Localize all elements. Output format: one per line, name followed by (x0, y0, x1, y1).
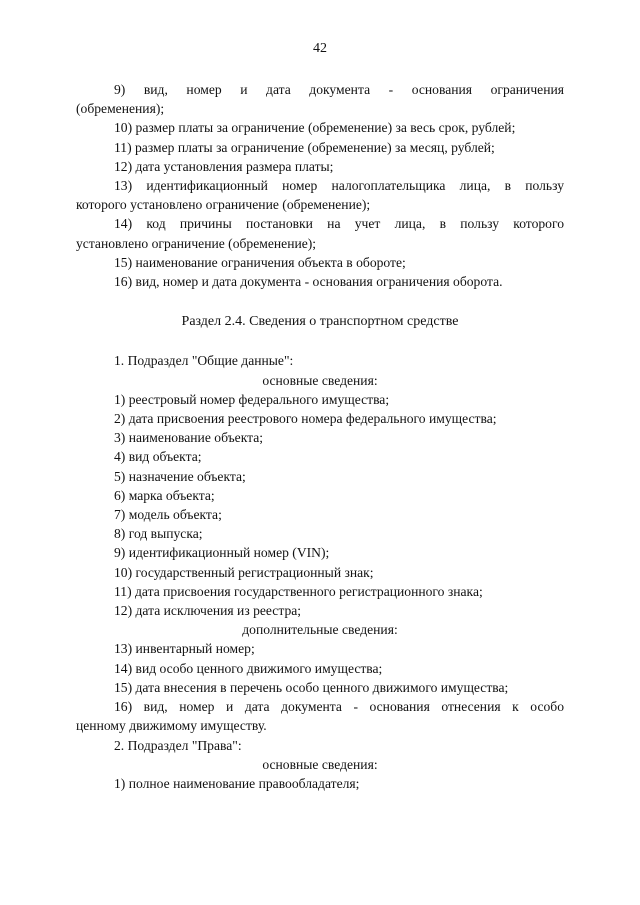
list-item: 9) вид, номер и дата документа - основания ограничения (обременения); (76, 82, 564, 117)
list-item: 8) год выпуска; (114, 526, 203, 542)
list-item: 14) код причины постановки на учет лица, в пользу которого установлено ограничение (обременение); (76, 216, 564, 251)
list-item: 11) размер платы за ограничение (обременение) за месяц, рублей; (114, 139, 495, 155)
main-info-label: основные сведения: (262, 372, 378, 388)
list-item: 1) реестровый номер федерального имущества; (114, 391, 390, 407)
list-item: 16) вид, номер и дата документа - основания ограничения оборота. (114, 274, 503, 290)
list-item: 16) вид, номер и дата документа - основания отнесения к особо ценному движимому имуществу. (76, 699, 564, 734)
restriction-list (76, 80, 564, 291)
subsection-heading: 2. Подраздел "Права": (114, 737, 242, 753)
list-item: 3) наименование объекта; (114, 430, 264, 446)
extra-info-label: дополнительные сведения: (242, 622, 398, 638)
list-item: 10) государственный регистрационный знак; (114, 564, 374, 580)
subsection-general-data (76, 351, 564, 735)
list-item: 4) вид объекта; (114, 449, 202, 465)
list-item: 1) полное наименование правообладателя; (114, 775, 360, 791)
list-item: 15) наименование ограничения объекта в обороте; (114, 254, 406, 270)
subsection-heading: 1. Подраздел "Общие данные": (114, 353, 294, 369)
list-item: 6) марка объекта; (114, 487, 215, 503)
list-item: 9) идентификационный номер (VIN); (114, 545, 330, 561)
subsection-rights (76, 736, 564, 794)
list-item: 15) дата внесения в перечень особо ценного движимого имущества; (114, 679, 509, 695)
main-info-label: основные сведения: (262, 756, 378, 772)
list-item: 12) дата установления размера платы; (114, 158, 334, 174)
list-item: 14) вид особо ценного движимого имущества; (114, 660, 383, 676)
list-item: 5) назначение объекта; (114, 468, 246, 484)
section-title: Раздел 2.4. Сведения о транспортном средстве (181, 314, 459, 330)
list-item: 11) дата присвоения государственного регистрационного знака; (114, 583, 483, 599)
list-item: 12) дата исключения из реестра; (114, 603, 302, 619)
page-number: 42 (313, 41, 327, 56)
document-body (76, 80, 564, 793)
list-item: 7) модель объекта; (114, 507, 222, 523)
list-item: 13) идентификационный номер налогоплательщика лица, в пользу которого установлено ограничение (обременение); (76, 178, 564, 213)
list-item: 13) инвентарный номер; (114, 641, 255, 657)
list-item: 2) дата присвоения реестрового номера федерального имущества; (114, 411, 497, 427)
list-item: 10) размер платы за ограничение (обременение) за весь срок, рублей; (114, 120, 516, 136)
